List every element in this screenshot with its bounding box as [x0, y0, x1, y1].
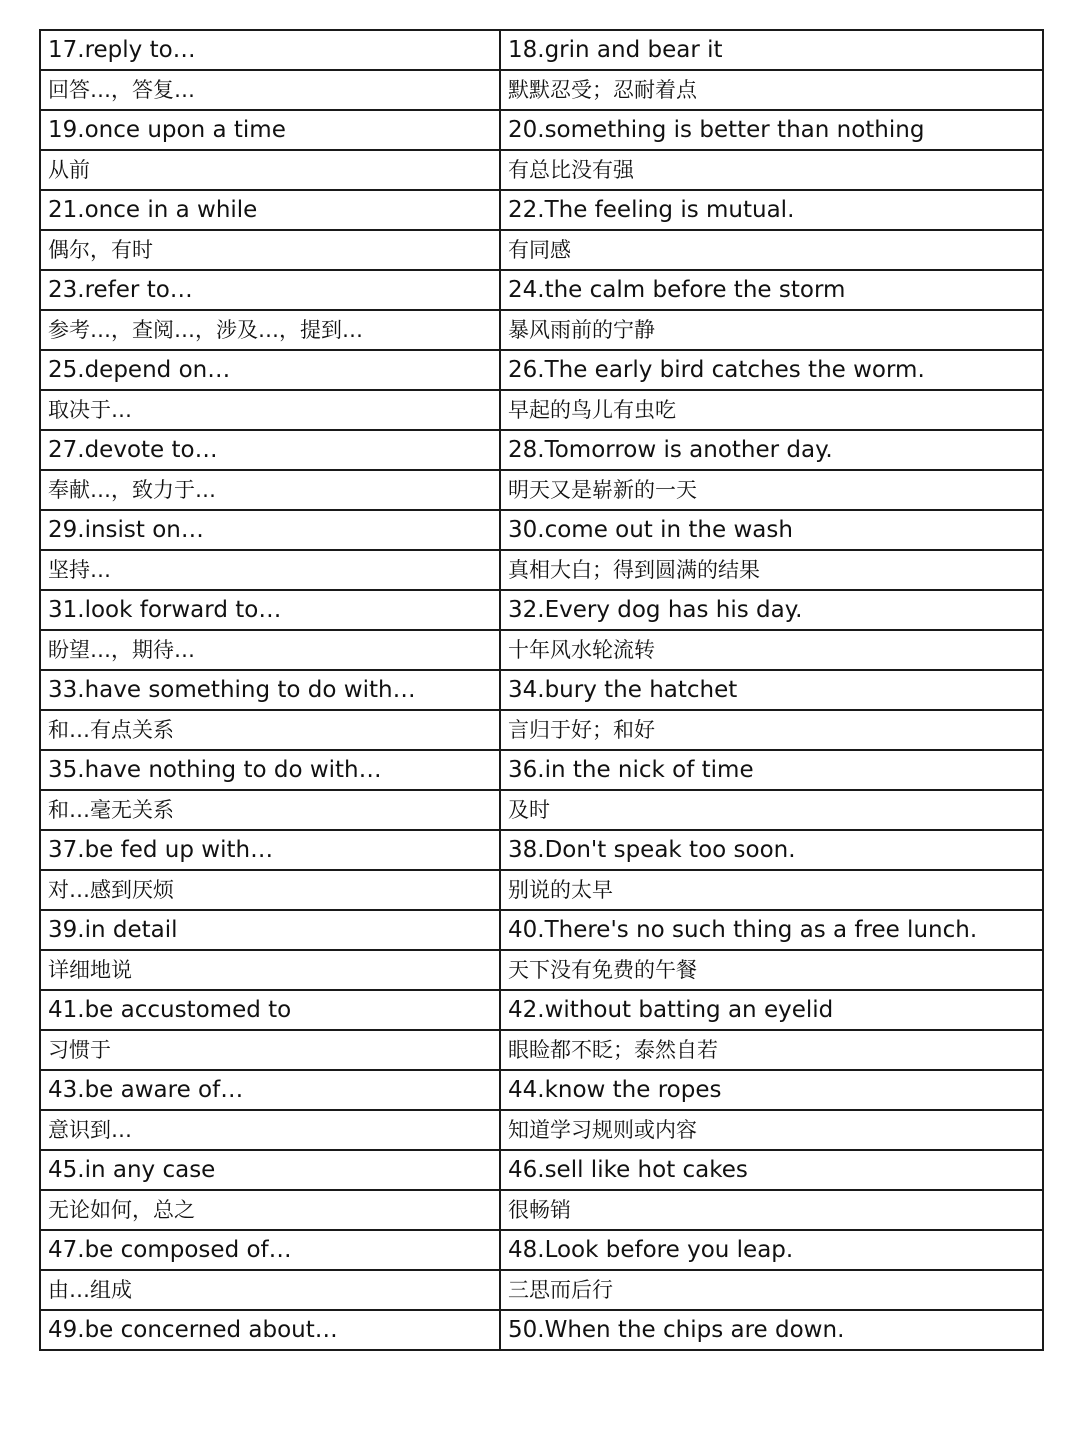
translation-cell-left: 坚持…: [40, 550, 500, 590]
phrase-row: [40, 990, 1043, 1030]
translation-cell-left: 和…有点关系: [40, 710, 500, 750]
phrase-cell-right: 34.bury the hatchet: [500, 670, 1043, 710]
translation-row: [40, 310, 1043, 350]
phrase-row: [40, 670, 1043, 710]
phrase-cell-left: 17.reply to…: [40, 30, 500, 70]
phrase-cell-left: 41.be accustomed to: [40, 990, 500, 1030]
translation-cell-left: 参考…，查阅…，涉及…，提到…: [40, 310, 500, 350]
translation-row: [40, 790, 1043, 830]
translation-cell-right: 知道学习规则或内容: [500, 1110, 1043, 1150]
phrase-cell-right: 30.come out in the wash: [500, 510, 1043, 550]
phrase-cell-right: 36.in the nick of time: [500, 750, 1043, 790]
vocabulary-table: [39, 29, 1044, 1351]
translation-cell-right: 有总比没有强: [500, 150, 1043, 190]
phrase-cell-left: 43.be aware of…: [40, 1070, 500, 1110]
phrase-row: [40, 590, 1043, 630]
translation-row: [40, 390, 1043, 430]
translation-cell-right: 真相大白；得到圆满的结果: [500, 550, 1043, 590]
translation-cell-left: 从前: [40, 150, 500, 190]
translation-cell-left: 奉献…，致力于…: [40, 470, 500, 510]
phrase-cell-left: 19.once upon a time: [40, 110, 500, 150]
phrase-cell-left: 25.depend on…: [40, 350, 500, 390]
phrase-cell-right: 20.something is better than nothing: [500, 110, 1043, 150]
translation-cell-right: 及时: [500, 790, 1043, 830]
translation-row: [40, 550, 1043, 590]
phrase-cell-right: 24.the calm before the storm: [500, 270, 1043, 310]
translation-row: [40, 950, 1043, 990]
phrase-cell-right: 46.sell like hot cakes: [500, 1150, 1043, 1190]
phrase-cell-left: 29.insist on…: [40, 510, 500, 550]
translation-cell-left: 回答…，答复…: [40, 70, 500, 110]
vocabulary-table-body: [40, 30, 1043, 1350]
translation-cell-left: 习惯于: [40, 1030, 500, 1070]
phrase-cell-left: 47.be composed of…: [40, 1230, 500, 1270]
translation-row: [40, 1190, 1043, 1230]
vocabulary-sheet: [39, 29, 1042, 1351]
phrase-cell-right: 28.Tomorrow is another day.: [500, 430, 1043, 470]
phrase-cell-right: 44.know the ropes: [500, 1070, 1043, 1110]
phrase-cell-left: 49.be concerned about…: [40, 1310, 500, 1350]
phrase-row: [40, 750, 1043, 790]
phrase-row: [40, 110, 1043, 150]
translation-cell-right: 早起的鸟儿有虫吃: [500, 390, 1043, 430]
phrase-row: [40, 910, 1043, 950]
translation-row: [40, 630, 1043, 670]
translation-cell-right: 三思而后行: [500, 1270, 1043, 1310]
phrase-cell-left: 21.once in a while: [40, 190, 500, 230]
translation-row: [40, 1110, 1043, 1150]
translation-cell-right: 眼睑都不眨；泰然自若: [500, 1030, 1043, 1070]
phrase-cell-left: 45.in any case: [40, 1150, 500, 1190]
translation-row: [40, 1030, 1043, 1070]
translation-cell-right: 有同感: [500, 230, 1043, 270]
translation-cell-right: 明天又是崭新的一天: [500, 470, 1043, 510]
translation-cell-right: 十年风水轮流转: [500, 630, 1043, 670]
phrase-cell-right: 32.Every dog has his day.: [500, 590, 1043, 630]
translation-cell-right: 天下没有免费的午餐: [500, 950, 1043, 990]
translation-cell-right: 言归于好；和好: [500, 710, 1043, 750]
translation-row: [40, 150, 1043, 190]
translation-cell-left: 由…组成: [40, 1270, 500, 1310]
translation-row: [40, 870, 1043, 910]
phrase-row: [40, 1230, 1043, 1270]
phrase-cell-right: 48.Look before you leap.: [500, 1230, 1043, 1270]
phrase-row: [40, 270, 1043, 310]
phrase-cell-right: 38.Don't speak too soon.: [500, 830, 1043, 870]
translation-cell-left: 对…感到厌烦: [40, 870, 500, 910]
phrase-cell-left: 35.have nothing to do with…: [40, 750, 500, 790]
translation-cell-left: 偶尔，有时: [40, 230, 500, 270]
phrase-row: [40, 1070, 1043, 1110]
phrase-cell-left: 33.have something to do with…: [40, 670, 500, 710]
translation-row: [40, 470, 1043, 510]
phrase-cell-right: 22.The feeling is mutual.: [500, 190, 1043, 230]
translation-cell-right: 很畅销: [500, 1190, 1043, 1230]
translation-cell-left: 取决于…: [40, 390, 500, 430]
translation-cell-right: 别说的太早: [500, 870, 1043, 910]
phrase-row: [40, 510, 1043, 550]
phrase-row: [40, 350, 1043, 390]
translation-row: [40, 230, 1043, 270]
translation-cell-left: 详细地说: [40, 950, 500, 990]
phrase-cell-right: 26.The early bird catches the worm.: [500, 350, 1043, 390]
phrase-row: [40, 430, 1043, 470]
phrase-row: [40, 1150, 1043, 1190]
phrase-cell-right: 42.without batting an eyelid: [500, 990, 1043, 1030]
phrase-cell-right: 50.When the chips are down.: [500, 1310, 1043, 1350]
translation-row: [40, 1270, 1043, 1310]
phrase-cell-left: 37.be fed up with…: [40, 830, 500, 870]
phrase-cell-left: 39.in detail: [40, 910, 500, 950]
phrase-row: [40, 1310, 1043, 1350]
phrase-cell-right: 40.There's no such thing as a free lunch.: [500, 910, 1043, 950]
phrase-cell-left: 23.refer to…: [40, 270, 500, 310]
phrase-cell-left: 27.devote to…: [40, 430, 500, 470]
translation-cell-left: 盼望…，期待…: [40, 630, 500, 670]
translation-cell-right: 暴风雨前的宁静: [500, 310, 1043, 350]
translation-row: [40, 70, 1043, 110]
phrase-row: [40, 30, 1043, 70]
translation-cell-left: 无论如何，总之: [40, 1190, 500, 1230]
translation-row: [40, 710, 1043, 750]
phrase-cell-right: 18.grin and bear it: [500, 30, 1043, 70]
phrase-row: [40, 190, 1043, 230]
translation-cell-left: 和…毫无关系: [40, 790, 500, 830]
phrase-row: [40, 830, 1043, 870]
translation-cell-left: 意识到…: [40, 1110, 500, 1150]
phrase-cell-left: 31.look forward to…: [40, 590, 500, 630]
translation-cell-right: 默默忍受；忍耐着点: [500, 70, 1043, 110]
